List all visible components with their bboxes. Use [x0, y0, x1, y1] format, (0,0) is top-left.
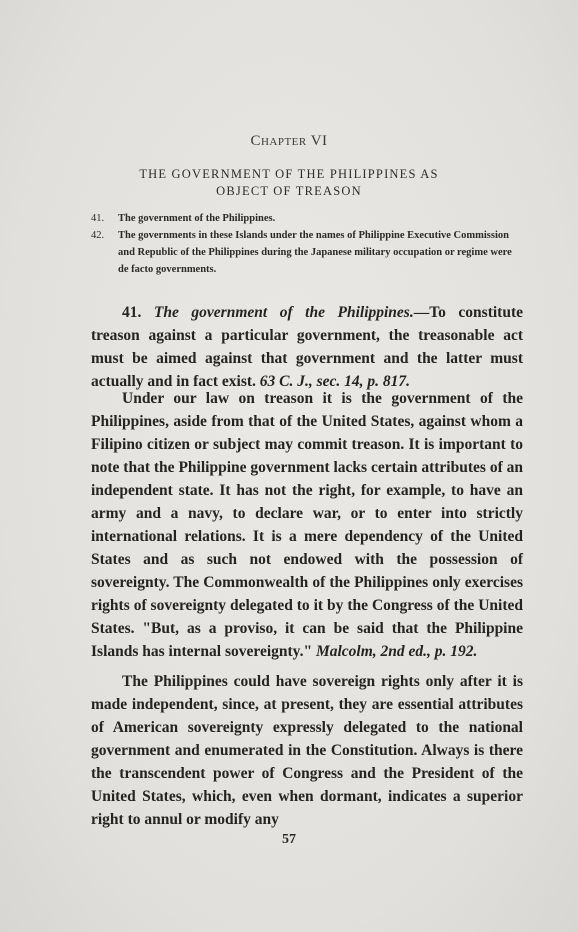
paragraph-body: —To constitute treason against a particular government, the treasonable act must be aimed against that government and the latter must actually and in fact exist.: [91, 304, 523, 390]
chapter-title-line-2: OBJECT OF TREASON: [216, 184, 362, 198]
chapter-title: [0, 166, 578, 200]
paragraph-treason-law: [91, 387, 523, 663]
chapter-heading: Chapter VI: [250, 133, 328, 149]
section-summary-text: The governments in these Islands under the names of Philippine Executive Commission and Republic of the Philippines during the Japanese military occupation or regime were de facto governments.: [118, 230, 512, 275]
section-summary-item: [91, 227, 523, 278]
section-heading: The government of the Philippines.: [153, 304, 414, 321]
chapter-title-line-1: THE GOVERNMENT OF THE PHILIPPINES AS: [139, 167, 439, 181]
citation: Malcolm, 2nd ed., p. 192.: [315, 643, 478, 660]
page-number: 57: [282, 832, 296, 847]
paragraph-body: The Philippines could have sovereign rights only after it is made independent, since, at present, they are essential attributes of American sovereignty expressly delegated to the national government and enumerated in the Constitution. Always is there the transcendent power of Congress and the President of the United States, which, even when dormant, indicates a superior right to annul or modify any: [91, 673, 523, 828]
section-number: 41.: [122, 304, 142, 321]
section-summary-list: [91, 210, 523, 278]
section-summary-number: 42.: [91, 230, 105, 241]
citation: 63 C. J., sec. 14, p. 817.: [259, 373, 411, 390]
paragraph-sovereign-rights: [91, 670, 523, 831]
section-summary-text: The government of the Philippines.: [118, 213, 276, 224]
section-summary-item: [91, 210, 523, 227]
section-summary-number: 41.: [91, 213, 105, 224]
paragraph-body: Under our law on treason it is the government of the Philippines, aside from that of the United States, against whom a Filipino citizen or subject may commit treason. It is important to note that the Philippine government lacks certain attributes of an independent state. It has not the right, for example, to have an army and a navy, to declare war, or to enter into strictly international relations. It is a mere dependency of the United States and as such not endowed with the possession of sovereignty. The Commonwealth of the Philippines only exercises rights of sovereignty delegated to it by the Congress of the United States. "But, as a proviso, it can be said that the Philippine Islands has internal sovereignty.": [91, 390, 523, 660]
paragraph-section-41: [91, 301, 523, 393]
